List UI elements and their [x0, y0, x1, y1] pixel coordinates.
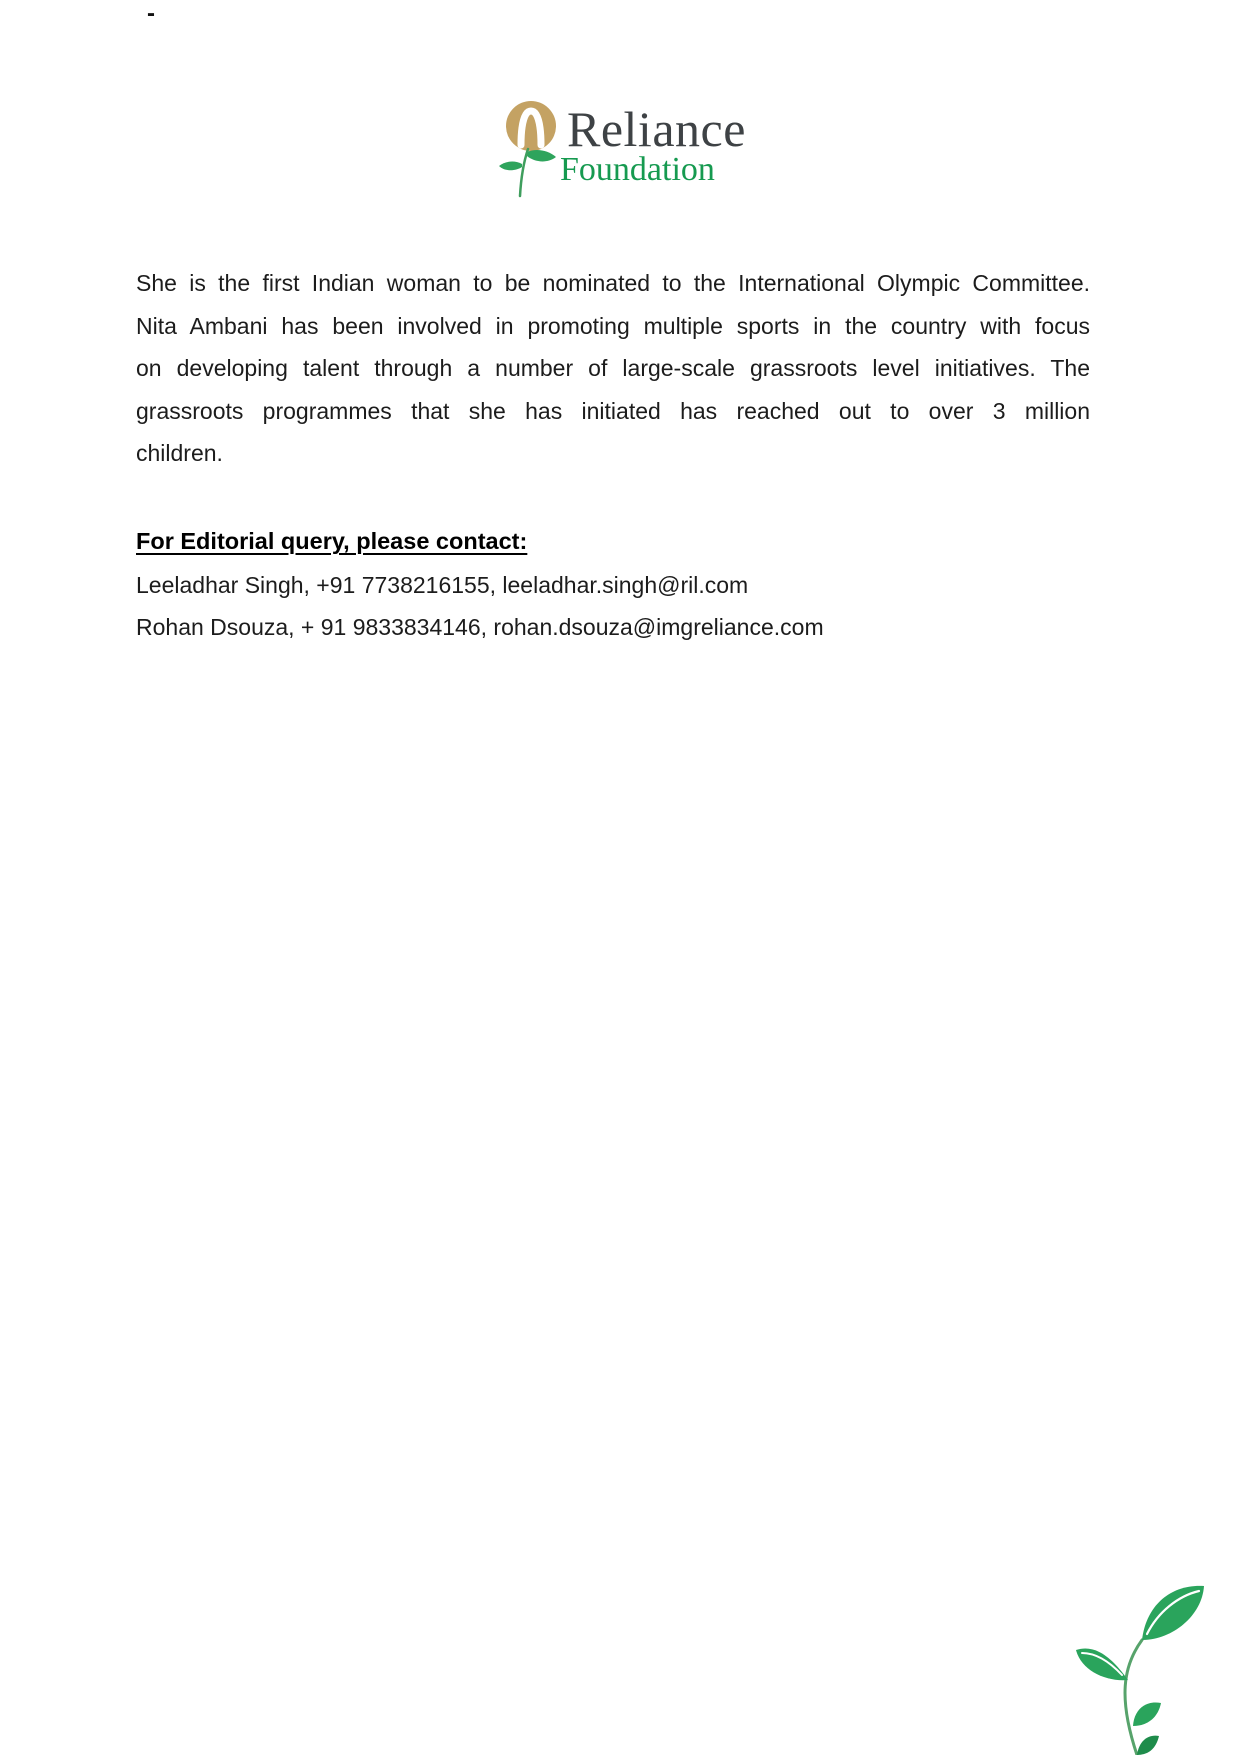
page-dash: - — [147, 0, 155, 27]
contact-entry: Leeladhar Singh, +91 7738216155, leeladhar.singh@ril.com — [136, 572, 749, 598]
paragraph-line: children. — [136, 440, 223, 466]
paragraph-line: grassroots programmes that she has initiated has reached out to over 3 million — [136, 397, 1090, 424]
reliance-foundation-logo — [492, 98, 772, 198]
logo-sub-text: Foundation — [560, 151, 715, 188]
logo-text — [560, 101, 746, 188]
sapling-icon — [1020, 1558, 1220, 1755]
editorial-contact-heading: For Editorial query, please contact: — [136, 528, 528, 554]
paragraph-line: on developing talent through a number of large-scale grassroots level initiatives. The — [136, 355, 1090, 381]
paragraph-line: She is the first Indian woman to be nominated to the International Olympic Committee. — [136, 270, 1090, 296]
contact-entry: Rohan Dsouza, + 91 9833834146, rohan.dsouza@imgreliance.com — [136, 614, 824, 640]
logo-brand-text: Reliance — [567, 101, 746, 157]
body-paragraph — [136, 262, 1090, 475]
paragraph-line: Nita Ambani has been involved in promoting multiple sports in the country with focus — [136, 312, 1090, 339]
